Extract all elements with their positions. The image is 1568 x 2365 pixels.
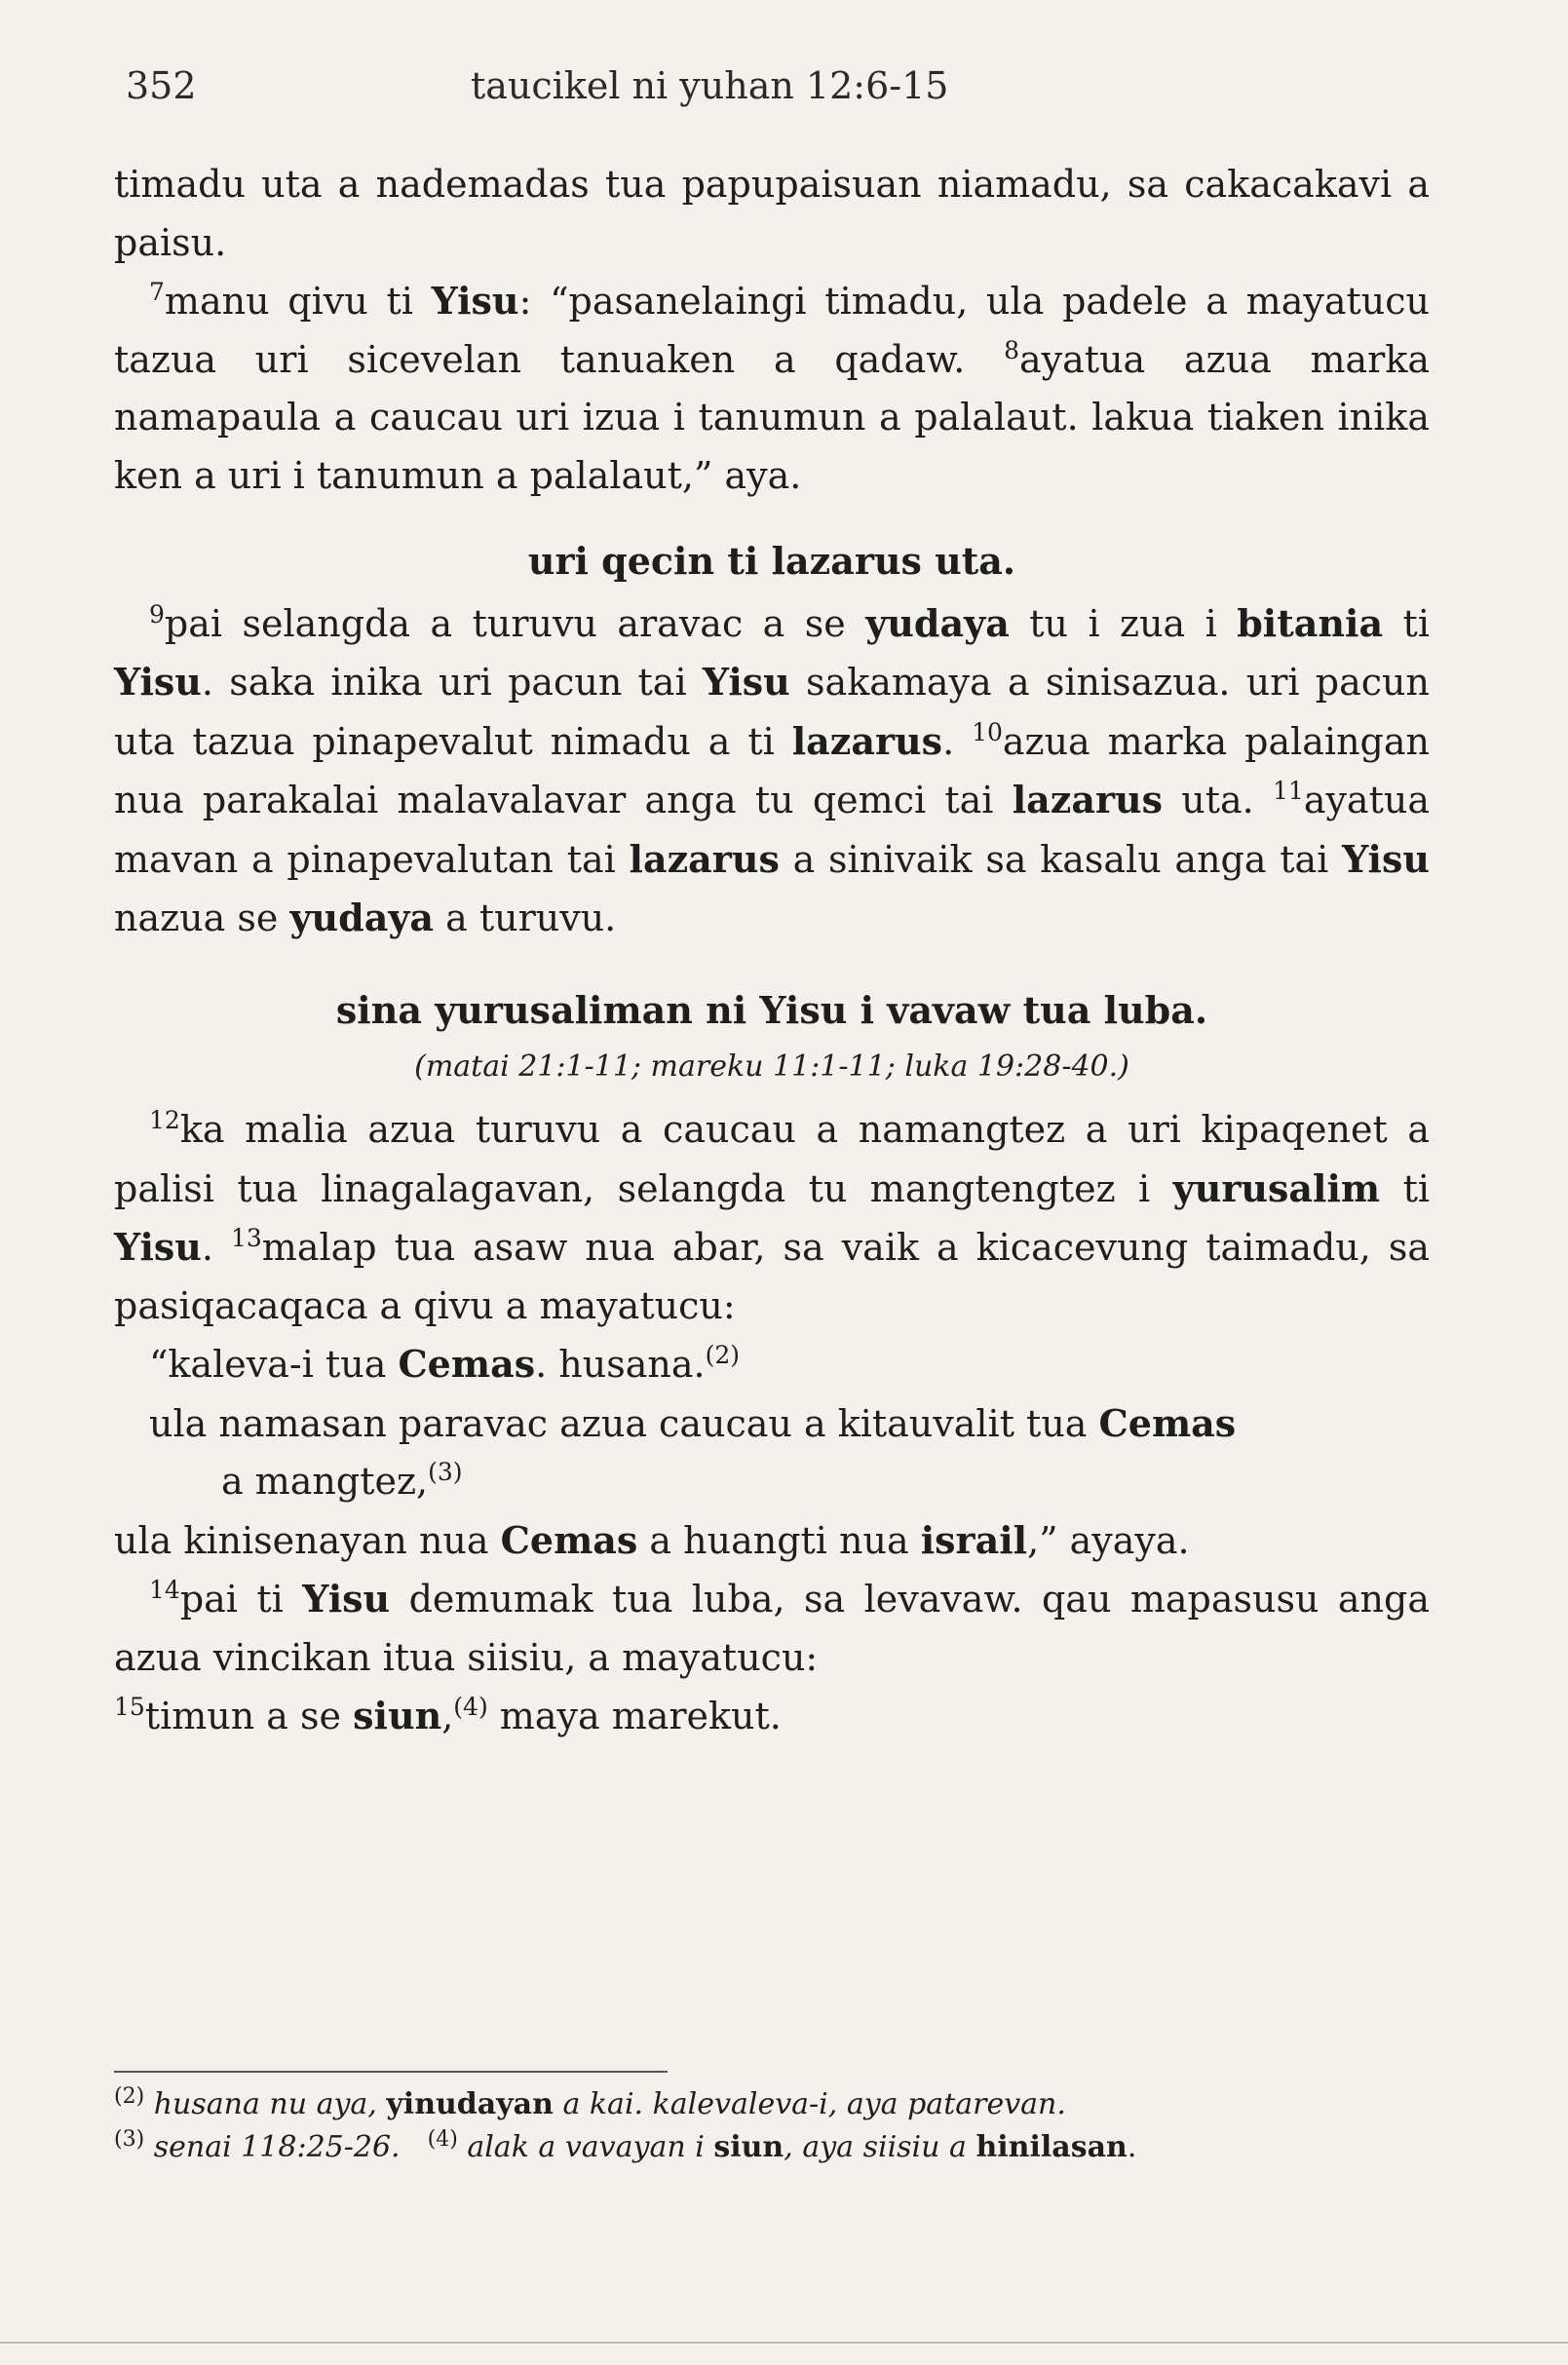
footnote-ref[interactable]: (2) <box>705 1341 740 1369</box>
text: , aya siisiu a <box>784 2130 976 2164</box>
name: siun <box>713 2130 784 2164</box>
text: malap tua asaw nua abar, sa vaik a kicacevung taimadu, sa pasiqacaqaca a qivu a mayatucu: <box>114 1226 1430 1327</box>
text: sakamaya a sinisazua. uri pacun uta tazua pinapevalut nimadu a ti <box>114 661 1431 763</box>
text: a mangtez, <box>221 1460 429 1503</box>
verse-number: 9 <box>149 599 165 629</box>
name: bitania <box>1237 600 1384 645</box>
poem-line-2 <box>114 1394 1430 1454</box>
text: maya marekut. <box>487 1695 782 1737</box>
text: demumak tua luba, sa levavaw. qau mapasusu anga azua vincikan itua siisiu, a mayatucu: <box>114 1578 1431 1679</box>
footnote-marker: (3) <box>114 2127 145 2152</box>
name: Cemas <box>398 1342 536 1386</box>
verse-number: 7 <box>149 278 165 306</box>
verse-number: 10 <box>972 717 1003 746</box>
name: Cemas <box>500 1517 638 1562</box>
text: . <box>1127 2130 1137 2164</box>
text: “kaleva-i tua <box>149 1343 399 1386</box>
name: Yisu <box>114 660 202 704</box>
name: lazarus <box>1012 778 1164 821</box>
footnotes <box>114 2083 1430 2169</box>
text: ayatua azua marka namapaula a caucau uri izua i tanumun a palalaut. lakua tiaken inika ken a uri i tanumun a palalaut,” aya. <box>114 337 1430 497</box>
text: ,” ayaya. <box>1027 1518 1190 1562</box>
text: alak a vavayan i <box>467 2130 714 2164</box>
name: yurusalim <box>1172 1165 1381 1210</box>
text: nazua se <box>114 896 290 939</box>
verse-number: 8 <box>1004 335 1020 364</box>
text: husana nu aya, <box>153 2087 387 2121</box>
text: . <box>942 719 973 763</box>
text: , <box>441 1695 454 1737</box>
section-heading-1: uri qecin ti lazarus uta. <box>527 539 1016 583</box>
paragraph-6 <box>114 1687 1430 1746</box>
name: yudaya <box>289 896 435 939</box>
footnote-divider <box>114 2071 668 2073</box>
text: uta. <box>1163 779 1273 821</box>
text: timadu uta a nademadas tua papupaisuan niamadu, sa cakacakavi a paisu. <box>114 163 1430 264</box>
paragraph-2 <box>114 272 1430 505</box>
text: a huangti nua <box>637 1518 921 1562</box>
verse-number: 14 <box>149 1576 180 1604</box>
text: pai selangda a turuvu aravac a se <box>164 601 866 645</box>
name: Cemas <box>1098 1400 1237 1445</box>
text: : “pasanelaingi timadu, ula padele a mayatucu tazua uri sicevelan tanuaken a qadaw. <box>114 280 1430 381</box>
name: Yisu <box>431 279 519 323</box>
verse-number: 15 <box>114 1693 145 1721</box>
paragraph-4 <box>114 1101 1430 1335</box>
footnote-ref[interactable]: (4) <box>453 1693 488 1721</box>
text: . saka inika uri pacun tai <box>201 661 703 704</box>
text: ti <box>1380 1166 1430 1210</box>
text: ti <box>1383 601 1430 645</box>
section-heading-2: sina yurusaliman ni Yisu i vavaw tua luba. <box>335 987 1208 1032</box>
text: a turuvu. <box>434 896 617 939</box>
text: ka malia azua turuvu a caucau a namangtez a uri kipaqenet a palisi tua linagalagavan, selangda tu mangtengtez i <box>114 1108 1430 1210</box>
name: Yisu <box>1342 836 1430 881</box>
verse-number: 11 <box>1273 777 1304 805</box>
verse-number: 13 <box>230 1224 262 1252</box>
poem-line-1 <box>114 1335 1430 1394</box>
footnote-marker: (4) <box>427 2127 458 2152</box>
running-title: taucikel ni yuhan 12:6-15 <box>471 64 949 107</box>
name: Yisu <box>702 660 790 704</box>
paragraph-5 <box>114 1570 1430 1687</box>
paragraph-1 <box>114 156 1430 272</box>
paragraph-3 <box>114 594 1430 948</box>
poem-line-4 <box>114 1511 1430 1571</box>
name: lazarus <box>629 836 780 881</box>
text: pai ti <box>179 1578 303 1621</box>
footnote-3-4 <box>114 2126 1430 2169</box>
text: a sinivaik sa kasalu anga tai <box>779 837 1343 881</box>
text: azua marka palaingan nua parakalai malavalavar anga tu qemci tai <box>114 719 1430 821</box>
text: . husana. <box>535 1343 706 1386</box>
poem-line-3 <box>114 1453 1430 1511</box>
text: . <box>201 1226 231 1269</box>
name: hinilasan <box>975 2130 1128 2164</box>
body-text <box>114 156 1430 1746</box>
text: a kai. kalevaleva-i, aya patarevan. <box>553 2087 1066 2121</box>
footnote-marker: (2) <box>114 2084 145 2109</box>
cross-reference: (matai 21:1-11; mareku 11:1-11; luka 19:28-40.) <box>414 1049 1129 1084</box>
page-number: 352 <box>126 64 197 107</box>
text: ula namasan paravac azua caucau a kitauvalit tua <box>149 1401 1099 1445</box>
footnote-2 <box>114 2083 1430 2126</box>
text: timun a se <box>144 1695 354 1737</box>
page-edge-line <box>0 2342 1568 2344</box>
text: ula kinisenayan nua <box>114 1518 501 1562</box>
footnote-ref[interactable]: (3) <box>428 1458 463 1486</box>
name: israil <box>920 1517 1028 1562</box>
text: senai 118:25-26. <box>153 2130 401 2164</box>
verse-number: 12 <box>149 1106 180 1134</box>
name: Yisu <box>114 1225 202 1269</box>
name: siun <box>353 1694 442 1737</box>
name: lazarus <box>791 718 943 763</box>
text: ayatua mavan a pinapevalutan tai <box>114 779 1430 881</box>
name: Yisu <box>302 1577 391 1621</box>
name: yudaya <box>865 600 1010 645</box>
name: yinudayan <box>386 2087 554 2121</box>
text: tu i zua i <box>1009 601 1238 645</box>
text: manu qivu ti <box>164 280 432 323</box>
